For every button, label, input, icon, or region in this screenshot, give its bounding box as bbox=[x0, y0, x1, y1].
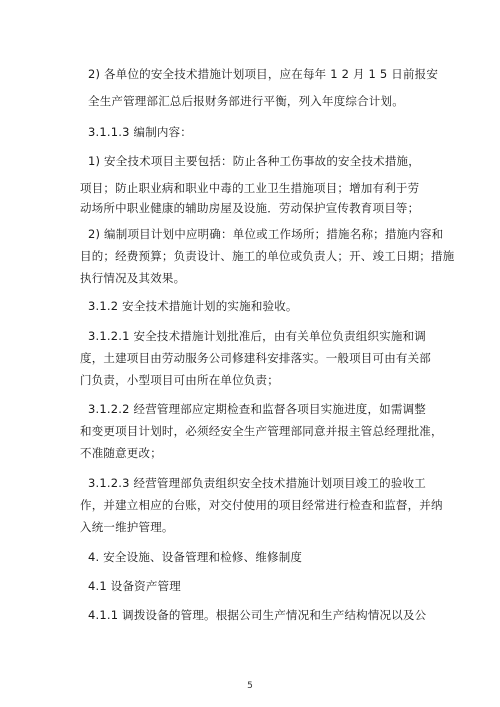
section-heading: 4. 安全设施、设备管理和检修、维修制度 bbox=[88, 550, 303, 564]
text-line: 全生产管理部汇总后报财务部进行平衡，列入年度综合计划。 bbox=[88, 94, 404, 108]
text-line: 项目；防止职业病和职业中毒的工业卫生措施项目；增加有利于劳 bbox=[80, 181, 420, 195]
text-line: 门负责，小型项目可由所在单位负责； bbox=[80, 373, 279, 387]
text-line: 作，并建立相应的台账，对交付使用的项目经常进行检查和监督，并纳 bbox=[80, 498, 443, 512]
text-line: 入统一维护管理。 bbox=[80, 520, 174, 534]
text-line: 和变更项目计划时，必须经安全生产管理部同意并报主管总经理批准， bbox=[80, 424, 443, 438]
text-line: 3.1.1.3 编制内容： bbox=[88, 125, 192, 139]
text-line: 3.1.2.2 经营管理部应定期检查和监督各项目实施进度，如需调整 bbox=[88, 402, 426, 416]
text-line: 不准随意更改； bbox=[80, 446, 162, 460]
text-line: 2) 编制项目计划中应明确：单位或工作场所；措施名称；措施内容和 bbox=[88, 227, 444, 241]
page-number: 5 bbox=[247, 681, 253, 691]
text-line: 3.1.2.3 经营管理部负责组织安全技术措施计划项目竣工的验收工 bbox=[88, 476, 426, 490]
text-line: 目的；经费预算；负责设计、施工的单位或负责人；开、竣工日期；措施 bbox=[80, 249, 455, 263]
text-line: 3.1.2.1 安全技术措施计划批准后，由有关单位负责组织实施和调 bbox=[88, 329, 426, 343]
text-line: 4.1.1 调拨设备的管理。根据公司生产情况和生产结构情况以及公 bbox=[88, 608, 427, 622]
section-heading: 4.1 设备资产管理 bbox=[88, 579, 181, 593]
text-line: 度，土建项目由劳动服务公司修建科安排落实。一般项目可由有关部 bbox=[80, 351, 431, 365]
section-heading: 3.1.2 安全技术措施计划的实施和验收。 bbox=[88, 299, 298, 313]
text-line: 2) 各单位的安全技术措施计划项目，应在每年 1 2 月 1 5 日前报安 bbox=[88, 67, 439, 81]
text-line: 1) 安全技术项目主要包括：防止各种工伤事故的安全技术措施， bbox=[88, 154, 420, 168]
text-line: 执行情况及其效果。 bbox=[80, 271, 186, 285]
text-line: 动场所中职业健康的辅助房屋及设施．劳动保护宣传教育项目等； bbox=[80, 201, 420, 215]
